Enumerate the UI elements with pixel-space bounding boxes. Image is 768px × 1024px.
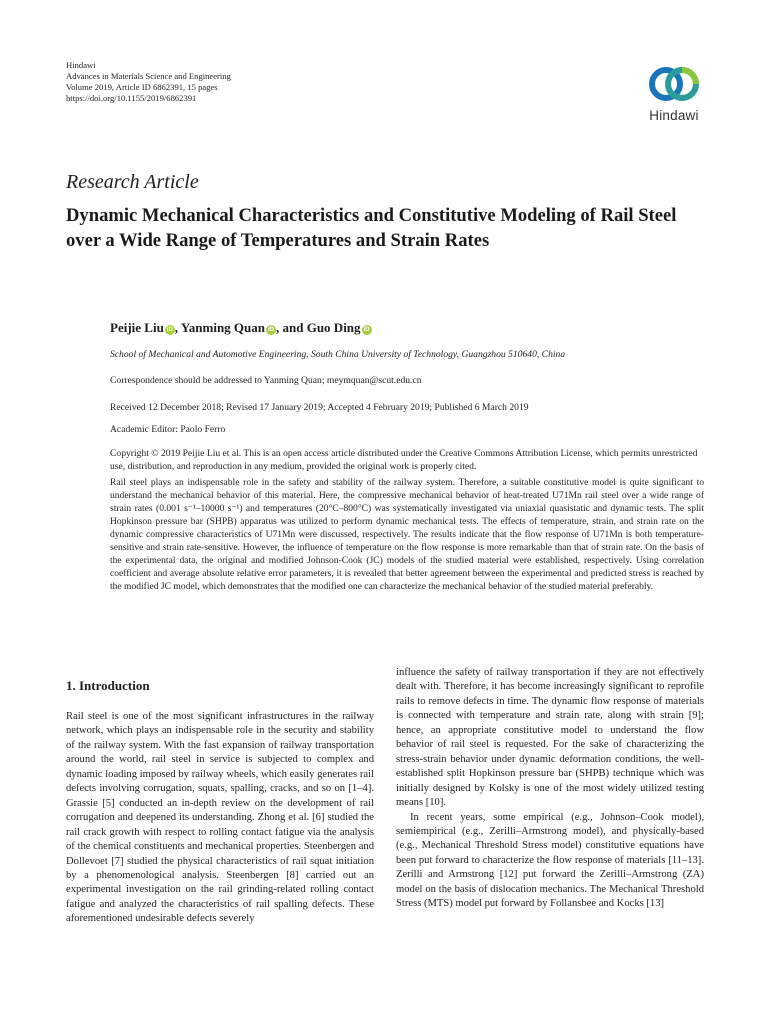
article-type: Research Article <box>66 171 199 193</box>
abstract: Rail steel plays an indispensable role in the safety and stability of the railway system. Therefore, a suitable constitutive model is quite significant to understand the mechanical behavior of this material. Here, the compressive mechanical behavior of heat-treated U71Mn rail steel over a wide range of strain rates (0.001 s⁻¹–10000 s⁻¹) and temperatures (20°C–800°C) was systematically investigated via uniaxial quasistatic and dynamic tests. The split Hopkinson pressure bar (SHPB) apparatus was utilized to perform dynamic mechanical tests. The effects of temperature, strain, and strain rate on the dynamic compressive characteristics of U71Mn were discussed, respectively. The results indicate that the flow response of U71Mn is both temperature-sensitive and strain rate-sensitive. However, the influence of temperature on the flow response is more remarkable than that of strain rate. On the basis of the experimental data, the original and modified Johnson-Cook (JC) models of the studied material were established, respectively. Using correlation coefficient and average absolute relative error parameters, it is revealed that better agreement between the experimental and predicted stress is reached by the modified JC model, which demonstrates that the modified one can characterize the mechanical behavior of the studied material preferably. <box>110 477 704 593</box>
orcid-icon[interactable]: iD <box>166 327 173 333</box>
doi-link[interactable]: https://doi.org/10.1155/2019/6862391 <box>66 93 197 103</box>
author-name[interactable]: Peijie Liu <box>110 320 164 335</box>
journal-header <box>66 60 231 104</box>
author-separator: , and <box>276 320 307 335</box>
orcid-icon[interactable]: iD <box>268 327 274 333</box>
body-paragraph: Rail steel is one of the most significant infrastructures in the railway network, which plays an indispensable role in the security and stability of the railway system. With the fast expansion of railway transportation around the world, rail steel in service is subjected to complex and dynamic loading imposed by railway wheels, which easily generates rail defects involving corrugation, squats, spalling, cracks, and so on [1–4]. Grassie [5] conducted an in-depth review on the development of rail corrugation and deepened its understanding. Zhong et al. [6] studied the rail crack growth with respect to rolling contact fatigue via the analysis of the chemical constituents and mechanical properties. Steenbergen and Dollevoet [7] studied the physical characteristics of rail squat initiation by a phenomenological analysis. Steenbergen [8] carried out an experimental investigation on the rail grinding-related rolling contact fatigue and analyzed the characteristics of rail spalling defects. These aforementioned undesirable defects severely <box>66 711 374 925</box>
hindawi-logo <box>634 62 714 138</box>
article-title: Dynamic Mechanical Characteristics and Constitutive Modeling of Rail Steel over a Wide Range of Temperatures and Strain Rates <box>66 205 677 251</box>
publisher-name: Hindawi <box>66 60 96 70</box>
correspondence: Correspondence should be addressed to Yanming Quan; meymquan@scut.edu.cn <box>110 375 422 386</box>
hindawi-logo-icon <box>646 62 702 106</box>
copyright-notice: Copyright © 2019 Peijie Liu et al. This is an open access article distributed under the Creative Commons Attribution License, which permits unrestricted use, distribution, and reproduction in any medium, provided the original work is properly cited. <box>110 448 698 472</box>
author-name[interactable]: Guo Ding <box>306 320 361 335</box>
author-name[interactable]: Yanming Quan <box>180 320 265 335</box>
publication-dates: Received 12 December 2018; Revised 17 January 2019; Accepted 4 February 2019; Published 6 March 2019 <box>110 402 529 413</box>
academic-editor: Academic Editor: Paolo Ferro <box>110 424 226 435</box>
body-column-right <box>396 666 704 912</box>
body-paragraph: In recent years, some empirical (e.g., Johnson–Cook model), semiempirical (e.g., Zerilli–Armstrong model), and physically-based (e.g., Mechanical Threshold Stress model) constitutive equations have been put forward to characterize the flow response of materials [11–13]. Zerilli and Armstrong [12] put forward the Zerilli–Armstrong (ZA) model on the basis of dislocation mechanics. The Mechanical Threshold Stress (MTS) model put forward by Follansbee and Kocks [13] <box>396 811 704 910</box>
journal-name: Advances in Materials Science and Engineering <box>66 71 231 81</box>
body-paragraph: influence the safety of railway transportation if they are not effectively dealt with. Therefore, it has become increasingly significant to reprofile rails to remove defects in time. The dynamic flow response of materials is connected with temperature and strain rate, along with strain [9]; hence, an appropriate constitutive model to understand the flow behavior of rail steel is requested. For the sake of characterizing the stress-strain behavior under dynamic deformation conditions, the well-established split Hopkinson pressure bar (SHPB) technique which was initially designed by Kolsky is one of the most widely utilized testing means [10]. <box>396 667 704 809</box>
author-separator: , <box>174 320 181 335</box>
orcid-icon[interactable]: iD <box>363 327 370 333</box>
affiliation: School of Mechanical and Automotive Engineering, South China University of Technology, Guangzhou 510640, China <box>110 349 566 360</box>
section-heading-introduction: 1. Introduction <box>66 678 150 693</box>
body-column-left <box>66 678 374 927</box>
author-list <box>110 320 372 336</box>
logo-wordmark: Hindawi <box>649 108 699 123</box>
volume-info: Volume 2019, Article ID 6862391, 15 pages <box>66 82 218 92</box>
